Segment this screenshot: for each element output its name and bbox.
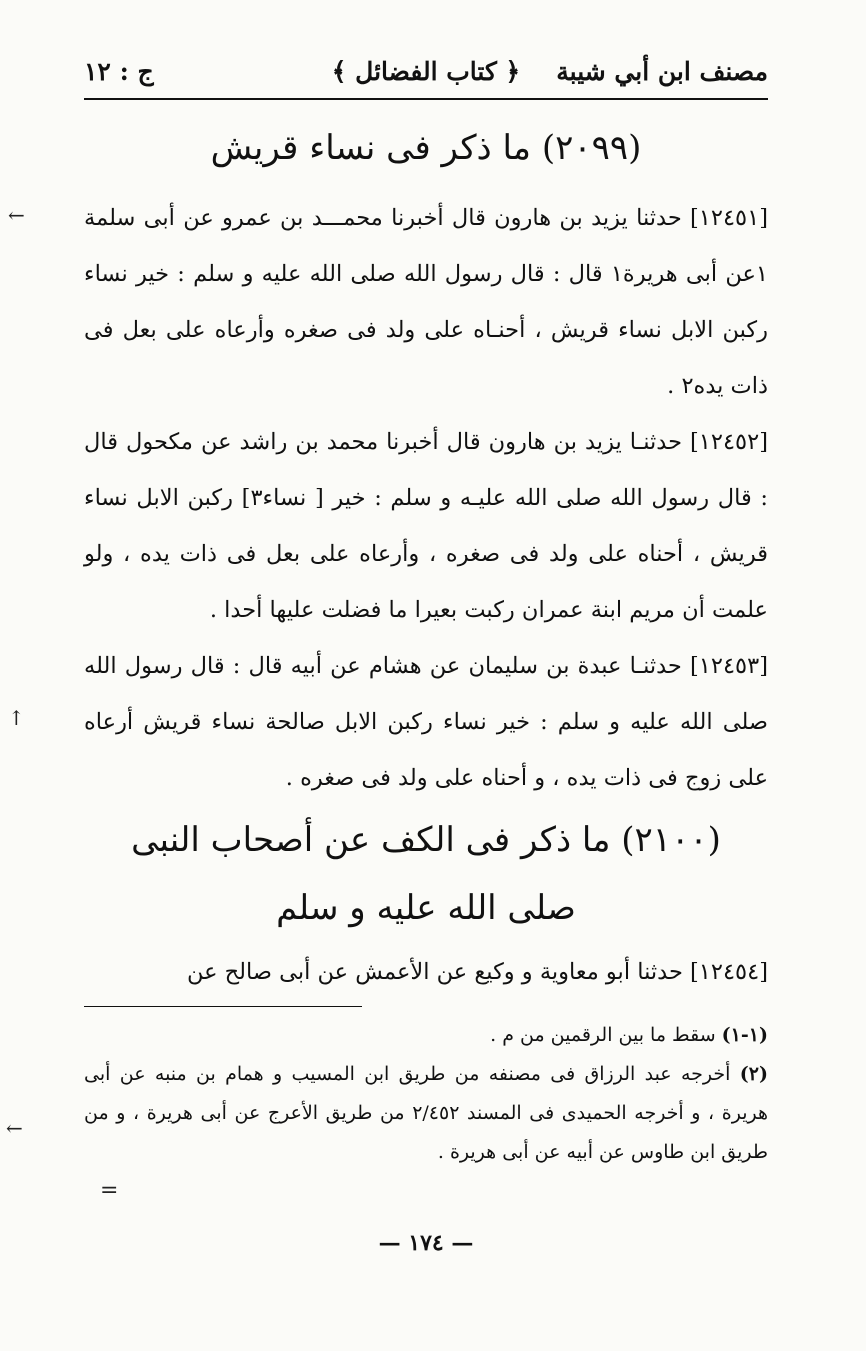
- margin-arrow-mark: ←: [8, 203, 25, 227]
- header-chapter-title: ﴿ كتاب الفضائل ﴾: [331, 56, 521, 86]
- margin-equals-mark: =: [100, 1178, 119, 1203]
- footnote: [84, 1016, 768, 1055]
- footnote-rule: [84, 1006, 362, 1007]
- section-heading: (٢٠٩٩) ما ذكر فى نساء قريش: [210, 128, 642, 168]
- footnote-number: (١-١): [721, 1024, 768, 1046]
- book-page: [84, 0, 768, 1351]
- hadith-paragraph: [١٢٤٥٤] حدثنا أبو معاوية و وكيع عن الأعمش عن أبى صالح عن: [186, 959, 768, 985]
- footnote-text: أخرجه عبد الرزاق فى مصنفه من طريق ابن المسيب و همام بن منبه عن أبى هريرة ، و أخرجه الحميدى فى المسند ٢/٤٥٢ من طريق الأعرج عن أبى هريرة ، و من طريق ابن طاوس عن أبيه عن أبى هريرة .: [84, 1063, 768, 1163]
- hadith-paragraph: [١٢٤٥٣] حدثنـا عبدة بن سليمان عن هشام عن أبيه قال : قال رسول الله صلى الله عليه و سلم : خير نساء ركبن الابل صالحة نساء قريش أرعاه على زوج فى ذات يده ، و أحناه على ولد فى صغره .: [84, 653, 768, 791]
- hadith-paragraph: [١٢٤٥١] حدثنا يزيد بن هارون قال أخبرنا محمـــد بن عمرو عن أبى سلمة ١عن أبى هريرة١ قال : قال رسول الله صلى الله عليه و سلم : خير نساء ركبن الابل نساء قريش ، أحنـاه على ولد فى صغره وأرعاه على بعل فى ذات يده٢ .: [84, 205, 768, 399]
- margin-arrow-mark: ↑: [8, 706, 25, 730]
- page-number: — ١٧٤ —: [378, 1230, 474, 1256]
- footnote: [84, 1055, 768, 1172]
- footnote-number: (٢): [739, 1063, 768, 1085]
- page-header: [84, 50, 768, 92]
- footnote-text: سقط ما بين الرقمين من م .: [490, 1024, 716, 1046]
- section-heading: (٢١٠٠) ما ذكر فى الكف عن أصحاب النبى: [131, 820, 721, 860]
- header-book-title: مصنف ابن أبي شيبة: [556, 56, 768, 86]
- hadith-paragraph: [١٢٤٥٢] حدثنـا يزيد بن هارون قال أخبرنا محمد بن راشد عن مكحول قال : قال رسول الله صلى الله عليـه و سلم : خير [ نساء٣] ركبن الابل نساء قريش ، أحناه على ولد فى صغره ، وأرعاه على بعل فى ذات يده ، ولو علمت أن مريم ابنة عمران ركبت بعيرا ما فضلت عليها أحدا .: [84, 429, 768, 623]
- header-rule: [84, 98, 768, 100]
- footnotes: [84, 1016, 768, 1172]
- section-heading-continued: صلى الله عليه و سلم: [276, 888, 576, 928]
- margin-arrow-mark: ←: [6, 1116, 23, 1140]
- header-volume-number: ج : ١٢: [84, 56, 154, 86]
